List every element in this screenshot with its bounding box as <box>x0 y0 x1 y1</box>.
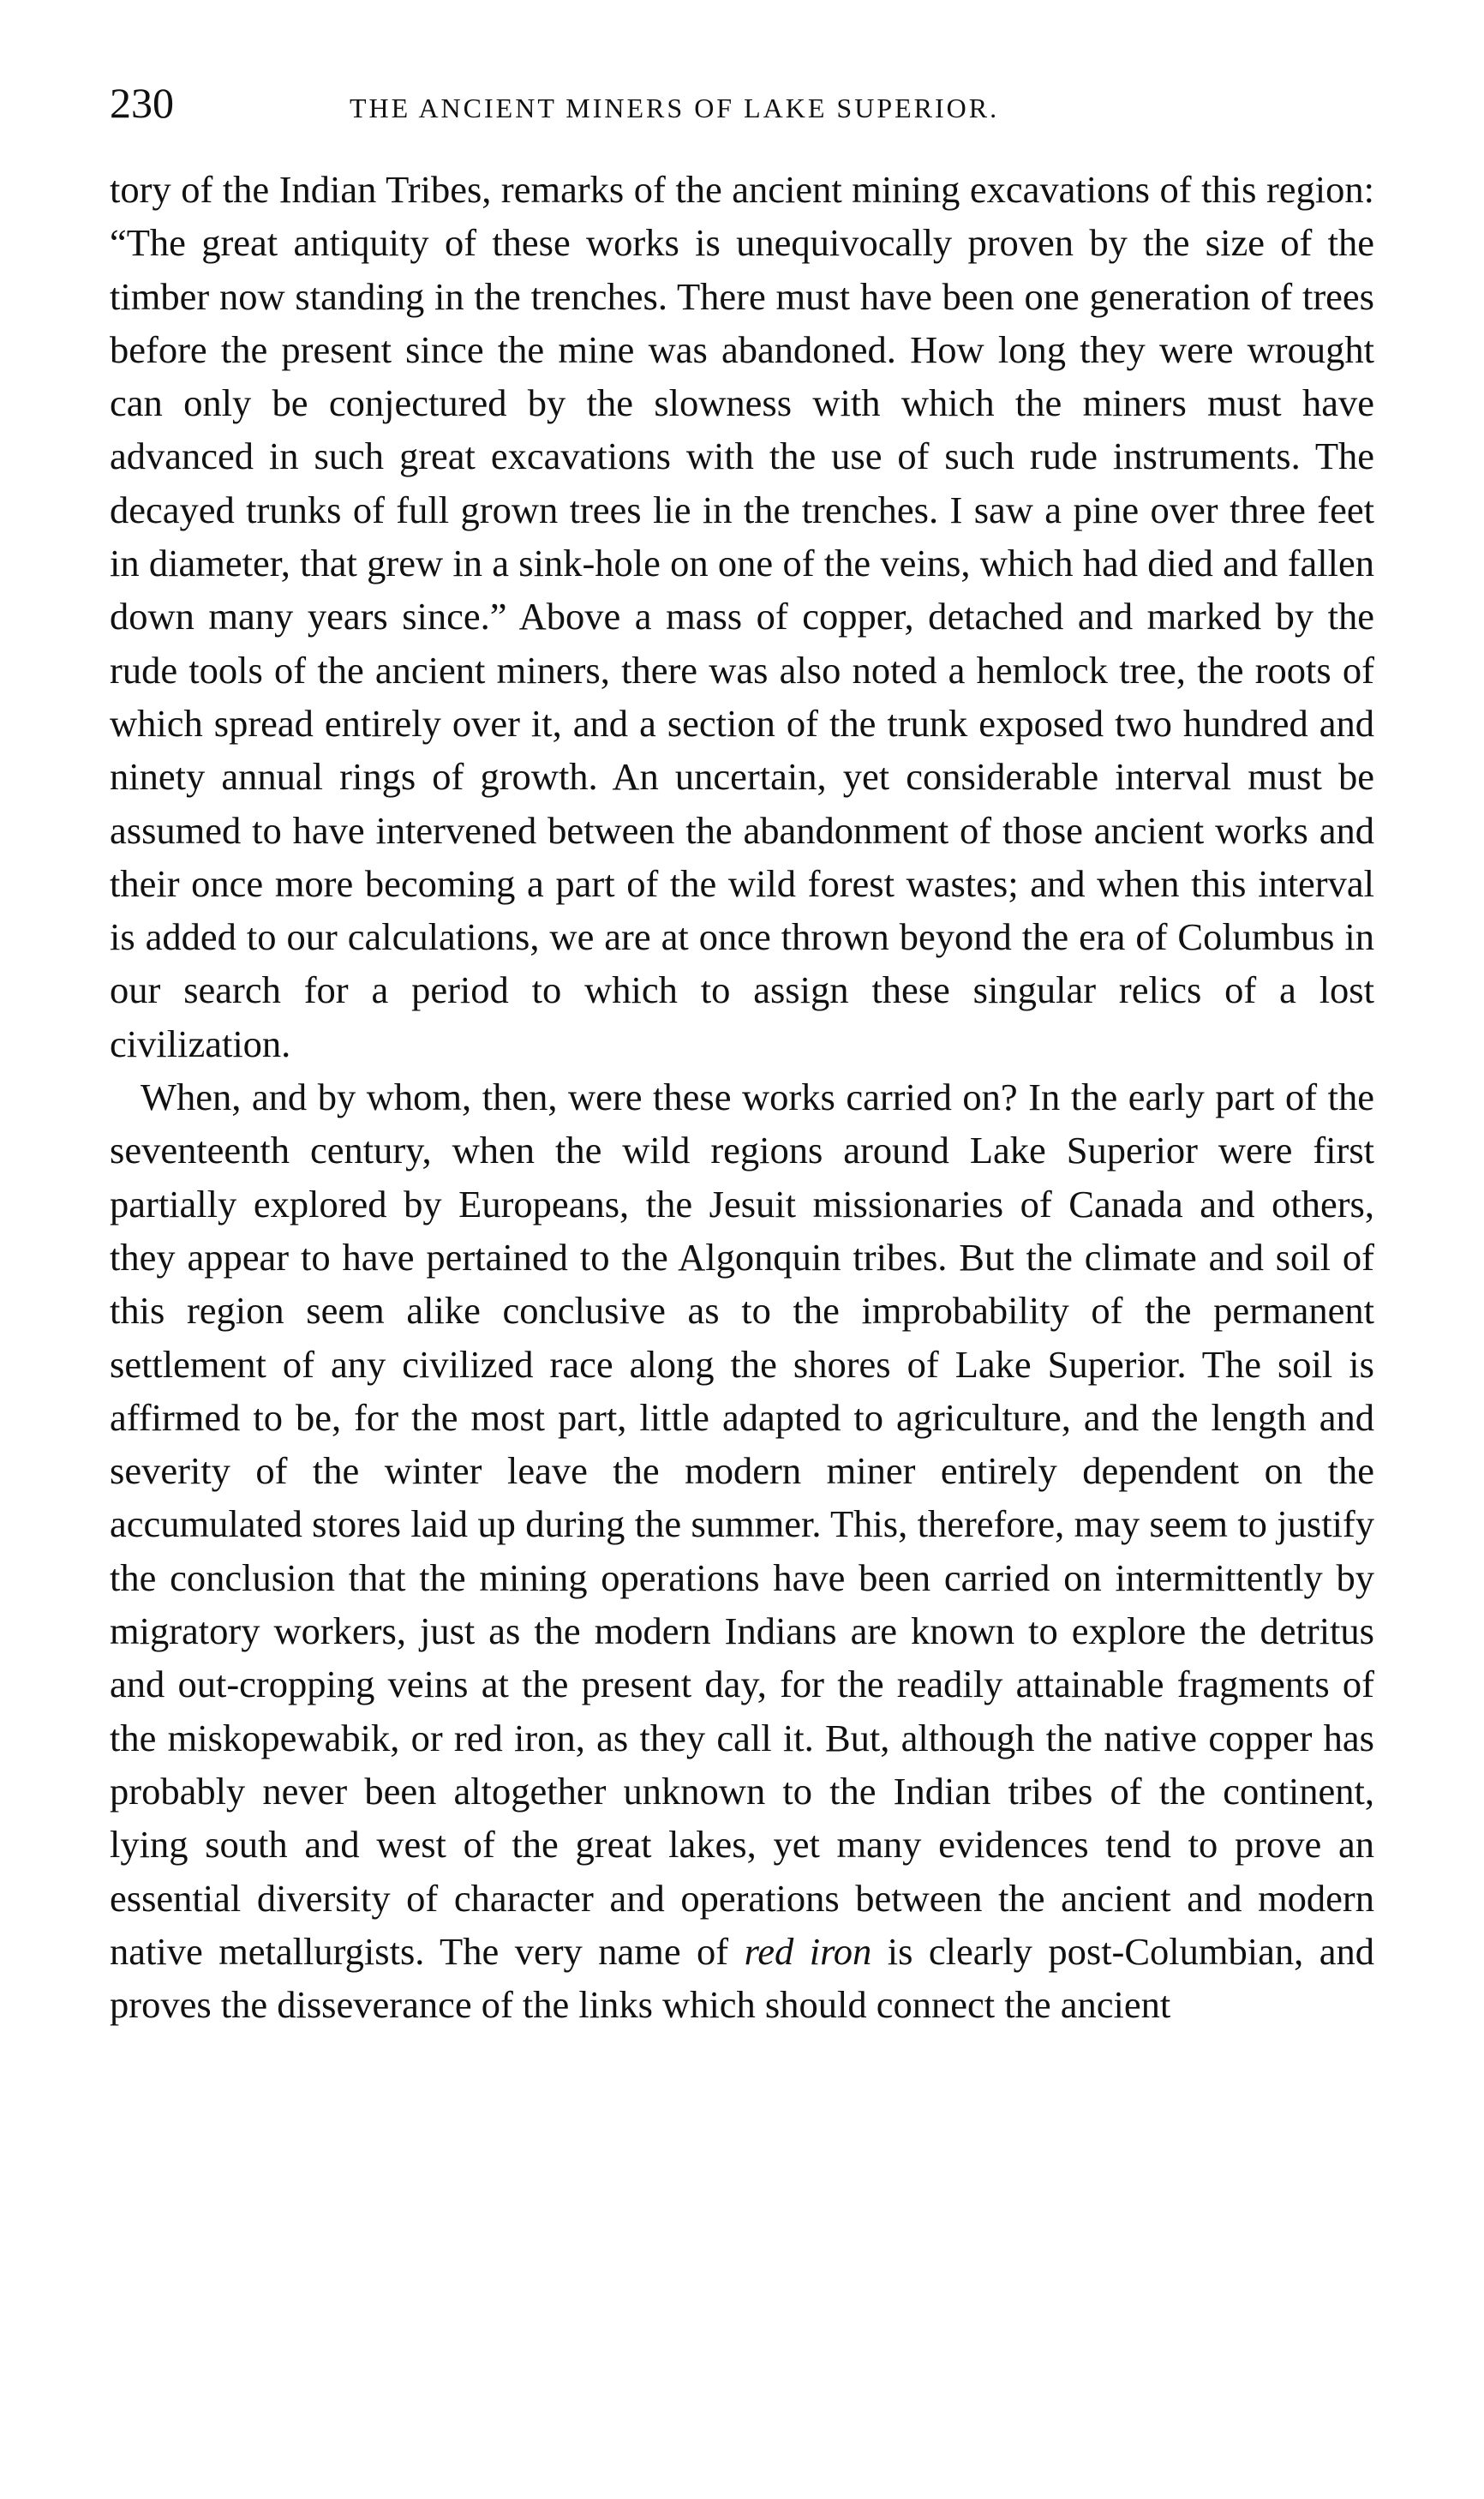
emphasis-red-iron: red iron <box>744 1929 872 1973</box>
running-title: THE ANCIENT MINERS OF LAKE SUPERIOR. <box>350 93 1000 123</box>
paragraph-when-and-by-whom <box>110 1070 1374 2031</box>
paragraph-text-before-emphasis: When, and by whom, then, were these works carried on? In the early part of the seventeenth century, when the wild regions around Lake Superior were first partially explored by Europeans, the Jesuit missionaries of Canada and others, they appear to have pertained to the Algonquin tribes. But the climate and soil of this region seem alike conclusive as to the improbability of the permanent settlement of any civilized race along the shores of Lake Superior. The soil is affirmed to be, for the most part, little adapted to agriculture, and the length and severity of the winter leave the modern miner entirely dependent on the accumulated stores laid up during the summer. This, therefore, may seem to justify the conclusion that the mining operations have been carried on intermittently by migratory workers, just as the modern Indians are known to explore the detritus and out-cropping veins at the present day, for the readily attainable fragments of the miskopewabik, or red iron, as they call it. But, although the native copper has probably never been altogether unknown to the Indian tribes of the continent, lying south and west of the great lakes, yet many evidences tend to prove an essential diversity of character and operations between the ancient and modern native metallurgists. The very name of <box>110 1076 1374 1973</box>
paragraph-continuation: tory of the Indian Tribes, remarks of the ancient mining excavations of this region: “The great antiquity of these works is unequivocally proven by the size of the timber now standing in the trenches. There must have been one generation of trees before the present since the mine was abandoned. How long they were wrought can only be conjectured by the slowness with which the miners must have advanced in such great excavations with the use of such rude instruments. The decayed trunks of full grown trees lie in the trenches. I saw a pine over three feet in diameter, that grew in a sink-hole on one of the veins, which had died and fallen down many years since.” Above a mass of copper, detached and marked by the rude tools of the ancient miners, there was also noted a hemlock tree, the roots of which spread entirely over it, and a section of the trunk exposed two hundred and ninety annual rings of growth. An uncertain, yet considerable interval must be assumed to have intervened between the abandonment of those ancient works and their once more becoming a part of the wild forest wastes; and when this interval is added to our calculations, we are at once thrown beyond the era of Columbus in our search for a period to which to assign these singular relics of a lost civilization. <box>110 168 1374 1065</box>
body-text <box>110 163 1374 2031</box>
running-head <box>110 69 1374 137</box>
page-number: 230 <box>110 79 174 127</box>
paragraph-text-after-emphasis: is clearly post-Columbian, and proves the disseverance of the links which should connect the ancient <box>110 1929 1374 2027</box>
